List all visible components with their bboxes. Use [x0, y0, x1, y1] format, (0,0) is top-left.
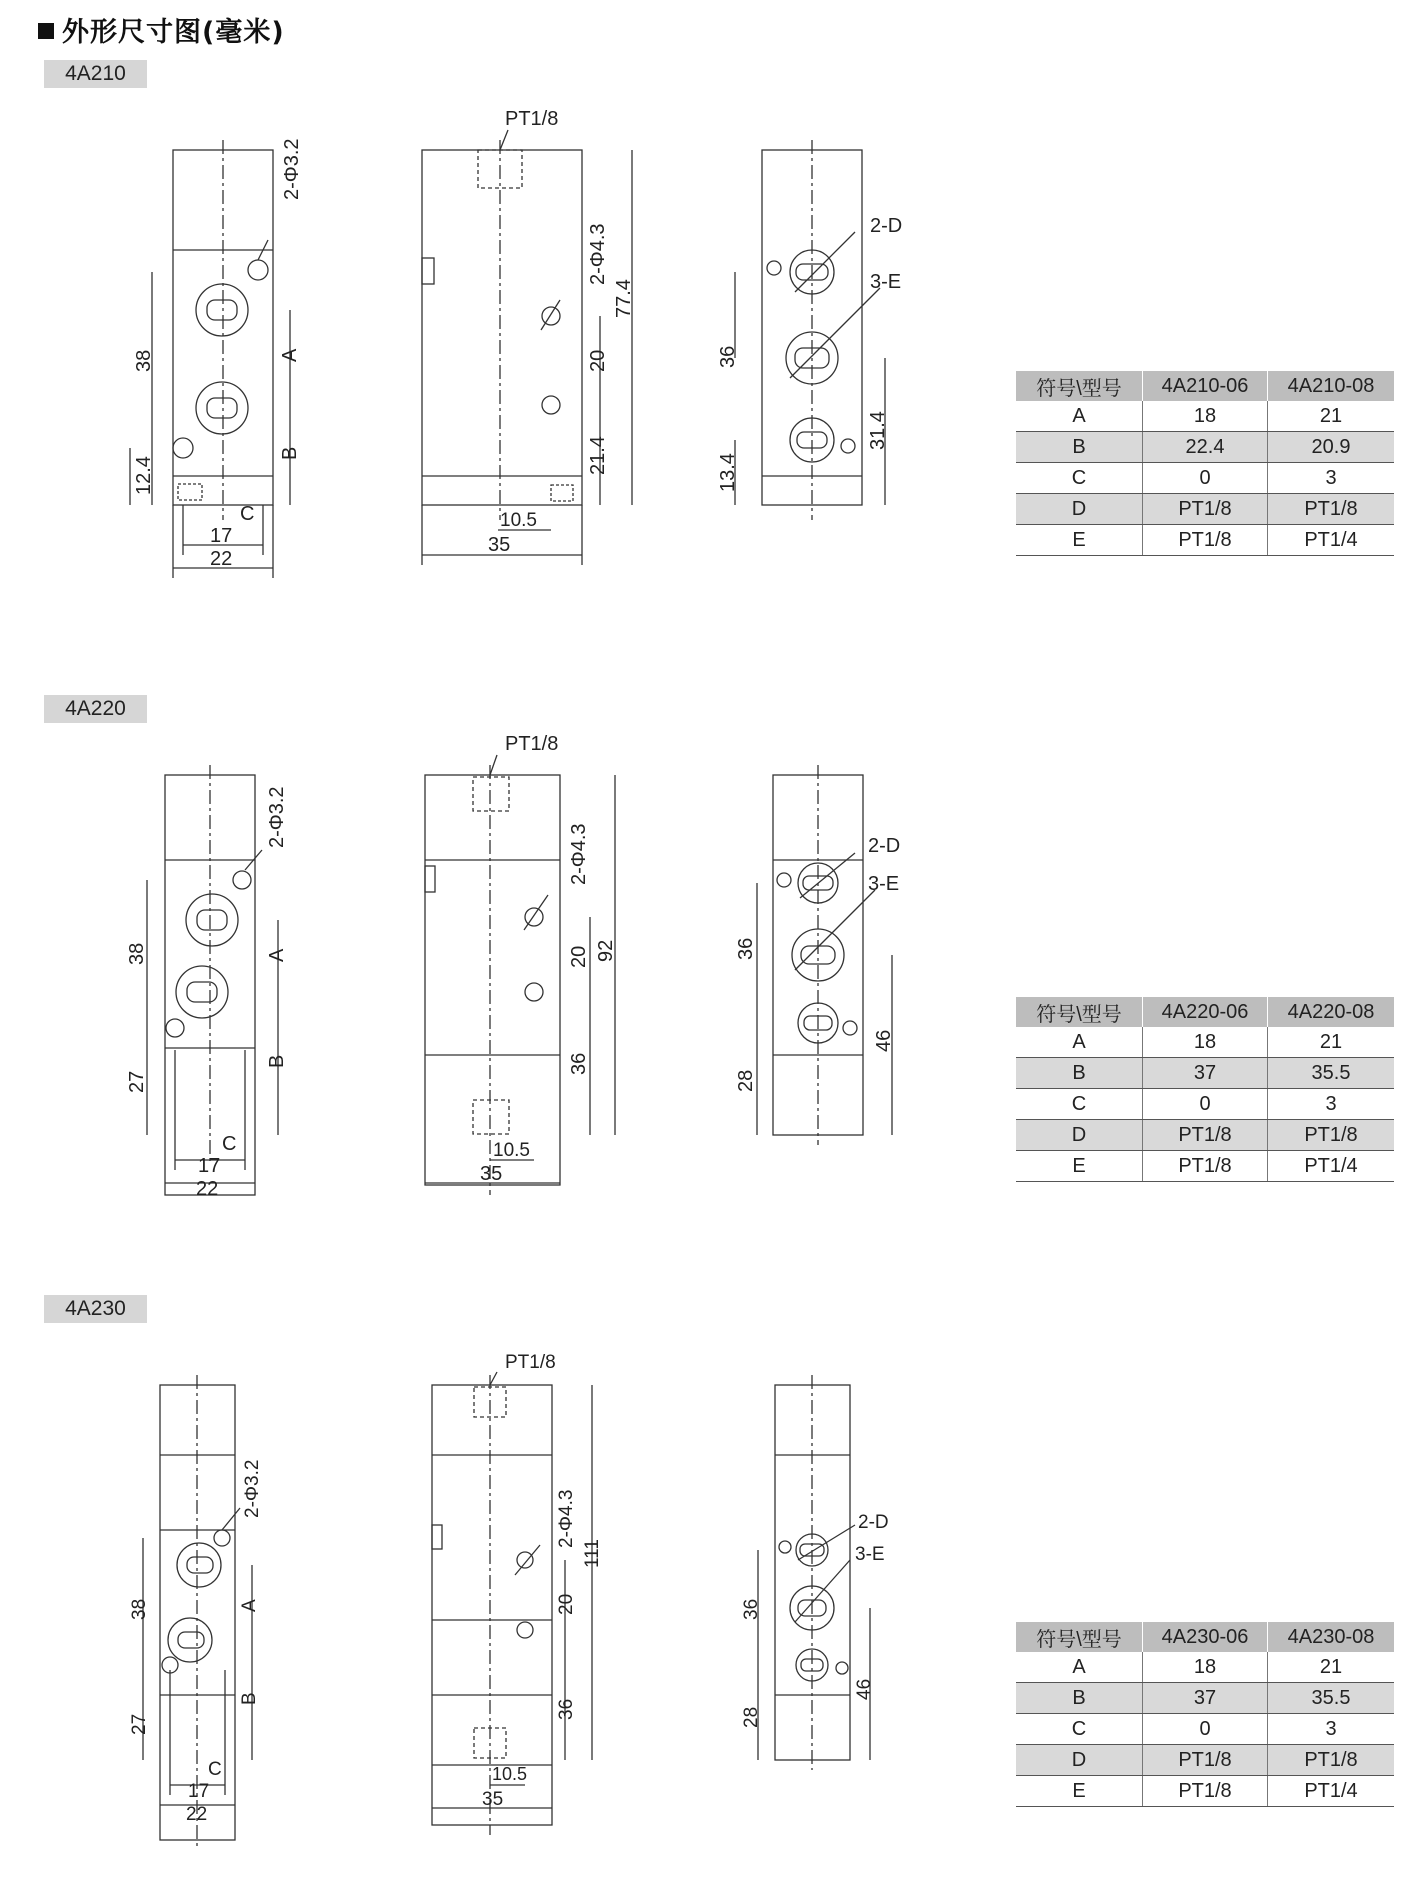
cell-symbol: D — [1016, 1120, 1143, 1151]
header-symbol: 符号\型号 — [1016, 1622, 1143, 1652]
cell-v1: PT1/8 — [1143, 1745, 1268, 1776]
dimension-label: 17 — [188, 1781, 210, 1802]
cell-v2: 3 — [1268, 1714, 1395, 1745]
dimension-label: 36 — [741, 1598, 762, 1620]
dimension-label: 3-E — [855, 1544, 885, 1565]
cell-v2: 3 — [1268, 1089, 1395, 1120]
dimension-label: 2-Φ3.2 — [242, 1459, 263, 1518]
dimension-label: A — [266, 948, 288, 962]
dimension-label: 28 — [741, 1706, 762, 1728]
header-symbol: 符号\型号 — [1016, 997, 1143, 1027]
dimension-label: 92 — [595, 939, 617, 962]
label-h1: 36 — [717, 345, 739, 368]
cell-v2: 21 — [1268, 401, 1395, 432]
dimension-label: 35 — [482, 1789, 504, 1810]
dimension-label: 22 — [196, 1178, 219, 1200]
dimension-label: 46 — [854, 1678, 875, 1700]
cell-v2: PT1/8 — [1268, 1745, 1395, 1776]
label-port: PT1/8 — [505, 108, 559, 130]
dimension-label: PT1/8 — [505, 733, 559, 755]
cell-symbol: C — [1016, 463, 1143, 494]
cell-v1: 0 — [1143, 1089, 1268, 1120]
dimension-label: 2-Φ4.3 — [556, 1489, 577, 1548]
dimension-label: A — [239, 1599, 260, 1612]
dimension-label: 27 — [129, 1713, 150, 1735]
model-badge: 4A210 — [44, 60, 147, 88]
cell-v1: PT1/8 — [1143, 525, 1268, 556]
dimension-label: C — [208, 1759, 222, 1780]
header-model-2: 4A210-08 — [1268, 371, 1395, 401]
cell-symbol: B — [1016, 432, 1143, 463]
dimension-label: 38 — [129, 1598, 150, 1620]
header-model-1: 4A210-06 — [1143, 371, 1268, 401]
label-total: 77.4 — [613, 279, 635, 318]
cell-v2: PT1/4 — [1268, 1776, 1395, 1807]
cell-v1: 37 — [1143, 1683, 1268, 1714]
dimension-label: B — [266, 1054, 288, 1068]
label-w2: 22 — [210, 548, 233, 570]
cell-symbol: E — [1016, 1776, 1143, 1807]
drawing-line — [836, 1662, 848, 1674]
cell-v1: 37 — [1143, 1058, 1268, 1089]
cell-v2: 3 — [1268, 463, 1395, 494]
dimension-label: C — [222, 1133, 237, 1155]
label-hole: 2-Φ3.2 — [281, 138, 303, 200]
dimension-label: 3-E — [868, 873, 900, 895]
dimension-label: 28 — [735, 1069, 757, 1092]
cell-v2: 20.9 — [1268, 432, 1395, 463]
label-hole: 2-Φ4.3 — [587, 223, 609, 285]
cell-v2: 21 — [1268, 1027, 1395, 1058]
dimension-label: 20 — [568, 945, 590, 968]
cell-v1: PT1/8 — [1143, 1151, 1268, 1182]
dimension-label: 2-D — [858, 1512, 889, 1533]
dimension-label: 22 — [186, 1804, 208, 1825]
label-w1: 17 — [210, 525, 233, 547]
cell-symbol: D — [1016, 1745, 1143, 1776]
cell-symbol: B — [1016, 1058, 1143, 1089]
dimension-label: 35 — [480, 1163, 503, 1185]
header-model-1: 4A230-06 — [1143, 1622, 1268, 1652]
cell-v2: PT1/4 — [1268, 525, 1395, 556]
cell-symbol: E — [1016, 1151, 1143, 1182]
drawing-line — [187, 1557, 213, 1573]
dimension-label: 2-D — [868, 835, 901, 857]
label-h2: 12.4 — [133, 456, 155, 495]
header-model-2: 4A220-08 — [1268, 997, 1395, 1027]
dimension-label: 2-Φ3.2 — [266, 786, 288, 848]
label-e: 3-E — [870, 271, 902, 293]
dimension-label: 46 — [873, 1029, 895, 1052]
header-model-2: 4A230-08 — [1268, 1622, 1395, 1652]
cell-v2: PT1/8 — [1268, 1120, 1395, 1151]
drawing-line — [177, 1543, 221, 1587]
cell-symbol: A — [1016, 1652, 1143, 1683]
drawing-line — [795, 1560, 850, 1622]
model-badge: 4A220 — [44, 695, 147, 723]
cell-v1: 18 — [1143, 401, 1268, 432]
label-h2: 13.4 — [717, 453, 739, 492]
label-c: C — [240, 503, 255, 525]
cell-v2: PT1/4 — [1268, 1151, 1395, 1182]
page-title-text: 外形尺寸图(毫米) — [62, 17, 285, 48]
cell-v1: 0 — [1143, 1714, 1268, 1745]
dimension-label: 27 — [126, 1070, 148, 1093]
drawing-line — [214, 1530, 230, 1546]
drawing-line — [432, 1525, 442, 1549]
label-d2: 21.4 — [587, 436, 609, 475]
cell-v1: 22.4 — [1143, 432, 1268, 463]
dimension-label: 36 — [568, 1052, 590, 1075]
dimension-label: 10.5 — [492, 1764, 528, 1784]
dimension-label: 20 — [556, 1593, 577, 1615]
label-b: B — [279, 446, 301, 460]
cell-symbol: E — [1016, 525, 1143, 556]
label-d1: 20 — [587, 349, 609, 372]
header-symbol: 符号\型号 — [1016, 371, 1143, 401]
cell-v2: 21 — [1268, 1652, 1395, 1683]
dimension-label: PT1/8 — [505, 1352, 556, 1373]
drawing-line — [779, 1541, 791, 1553]
dimension-label: B — [239, 1692, 260, 1705]
drawing-line — [178, 1632, 204, 1648]
spec-table-4a230 — [1016, 1622, 1394, 1807]
drawing-line — [168, 1618, 212, 1662]
cell-symbol: A — [1016, 401, 1143, 432]
dimension-label: 111 — [582, 1539, 603, 1568]
header-model-1: 4A220-06 — [1143, 997, 1268, 1027]
drawing-line — [222, 1508, 240, 1530]
label-w2: 35 — [488, 534, 511, 556]
cell-v1: PT1/8 — [1143, 1120, 1268, 1151]
dimension-label: 17 — [198, 1155, 221, 1177]
label-d: 2-D — [870, 215, 903, 237]
dimension-label: 38 — [126, 942, 148, 965]
label-h3: 31.4 — [867, 411, 889, 450]
cell-symbol: B — [1016, 1683, 1143, 1714]
cell-v1: PT1/8 — [1143, 494, 1268, 525]
drawing-line — [432, 1385, 552, 1825]
dimension-label: 2-Φ4.3 — [568, 823, 590, 885]
cell-v1: 0 — [1143, 463, 1268, 494]
cell-v2: 35.5 — [1268, 1058, 1395, 1089]
dimension-label: 36 — [735, 937, 757, 960]
cell-symbol: C — [1016, 1089, 1143, 1120]
dimension-label: 36 — [556, 1698, 577, 1720]
drawing-line — [798, 1525, 855, 1560]
cell-symbol: D — [1016, 494, 1143, 525]
label-a: A — [279, 348, 301, 362]
cell-v1: PT1/8 — [1143, 1776, 1268, 1807]
label-w1: 10.5 — [500, 510, 537, 531]
model-badge: 4A230 — [44, 1295, 147, 1323]
cell-symbol: A — [1016, 1027, 1143, 1058]
drawing-line — [515, 1545, 540, 1575]
cell-symbol: C — [1016, 1714, 1143, 1745]
cell-v1: 18 — [1143, 1027, 1268, 1058]
drawing-line — [490, 1372, 497, 1385]
label-h1: 38 — [133, 349, 155, 372]
drawing-line — [517, 1552, 533, 1568]
dimension-label: 10.5 — [493, 1140, 530, 1161]
cell-v2: 35.5 — [1268, 1683, 1395, 1714]
cell-v1: 18 — [1143, 1652, 1268, 1683]
drawing-line — [517, 1622, 533, 1638]
cell-v2: PT1/8 — [1268, 494, 1395, 525]
